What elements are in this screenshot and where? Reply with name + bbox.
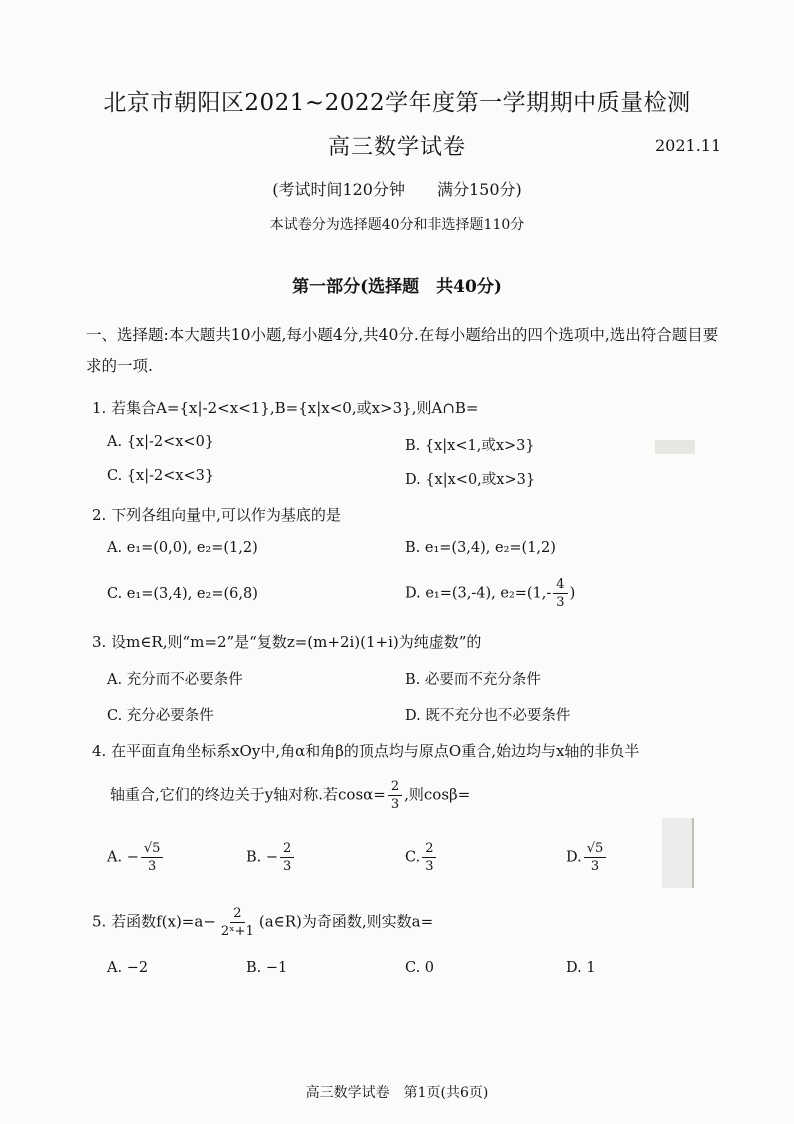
question-number: 2. [92, 506, 107, 524]
part-title: 第一部分(选择题 共40分) [292, 277, 502, 297]
question-4 [92, 740, 639, 761]
question-number: 1. [92, 399, 107, 417]
fraction: $\frac{√5}{3}$ [584, 840, 607, 875]
page-subtitle: 高三数学试卷 [327, 135, 466, 160]
scan-artifact [662, 818, 694, 888]
exam-date: 2021.11 [655, 136, 722, 155]
page-footer: 高三数学试卷 第1页(共6页) [305, 1085, 489, 1101]
question-stem: 下列各组向量中,可以作为基底的是 [111, 506, 341, 524]
q1-option-c: C. {x|-2<x<3} [107, 468, 215, 484]
question-stem-line1: 在平面直角坐标系xOy中,角α和角β的顶点均与原点O重合,始边均与x轴的非负半 [111, 742, 640, 760]
q3-option-a: A. 充分而不必要条件 [107, 672, 243, 688]
q2-option-c: C. e₁=(3,4), e₂=(6,8) [107, 586, 258, 602]
q2-option-b: B. e₁=(3,4), e₂=(1,2) [405, 540, 556, 556]
q4-option-c: C. $\frac{2}{3}$ [405, 840, 438, 875]
q3-option-b: B. 必要而不充分条件 [405, 672, 541, 688]
q2-option-d: D. e₁=(3,-4), e₂=(1,- $\frac{4}{3}$ ) [405, 577, 576, 610]
fraction: $\frac{2}{3}$ [280, 840, 294, 875]
q4-option-d: D. $\frac{√5}{3}$ [566, 840, 608, 875]
q5-option-c: C. 0 [405, 960, 435, 976]
question-3 [92, 631, 481, 652]
exam-info: (考试时间120分钟 满分150分) [272, 180, 522, 199]
question-stem: 若集合A={x|-2<x<1},B={x|x<0,或x>3},则A∩B= [111, 399, 479, 417]
fraction: $\frac{2}{3}$ [388, 778, 402, 813]
q1-option-b: B. {x|x<1,或x>3} [405, 438, 535, 454]
question-2 [92, 504, 341, 525]
fraction: $\frac{2}{3}$ [422, 840, 436, 875]
fraction: $\frac{4}{3}$ [553, 576, 567, 611]
question-number: 5. [92, 912, 107, 931]
q1-option-a: A. {x|-2<x<0} [107, 434, 215, 450]
score-note: 本试卷分为选择题40分和非选择题110分 [269, 217, 525, 233]
section-instruction: 一、选择题:本大题共10小题,每小题4分,共40分.在每小题给出的四个选项中,选出符合题目要求的一项. [86, 326, 719, 375]
q3-option-c: C. 充分必要条件 [107, 708, 214, 724]
question-number: 4. [92, 742, 107, 760]
q4-option-b: B. − $\frac{2}{3}$ [246, 840, 296, 875]
scan-artifact [655, 440, 695, 454]
fraction: $\frac{2}{\text{2ˣ+1}}$ [220, 906, 254, 939]
question-1 [92, 397, 478, 418]
q3-option-d: D. 既不充分也不必要条件 [405, 708, 571, 724]
q5-option-b: B. −1 [246, 960, 288, 976]
question-4-line2: 轴重合,它们的终边关于y轴对称.若cosα= $\frac{2}{3}$ ,则cosβ= [110, 779, 471, 812]
q5-option-d: D. 1 [566, 960, 596, 976]
question-number: 3. [92, 633, 107, 651]
fraction: $\frac{√5}{3}$ [141, 840, 164, 875]
q2-option-a: A. e₁=(0,0), e₂=(1,2) [107, 540, 258, 556]
page-title: 北京市朝阳区2021~2022学年度第一学期期中质量检测 [103, 90, 691, 116]
q4-option-a: A. − $\frac{√5}{3}$ [107, 840, 165, 875]
question-5: 5. 若函数f(x)=a− $\frac{2}{\text{2ˣ+1}}$ (a∈R)为奇函数,则实数a= [92, 906, 434, 939]
question-stem: 设m∈R,则“m=2”是“复数z=(m+2i)(1+i)为纯虚数”的 [111, 633, 482, 651]
q5-option-a: A. −2 [107, 960, 149, 976]
q1-option-d: D. {x|x<0,或x>3} [405, 472, 536, 488]
